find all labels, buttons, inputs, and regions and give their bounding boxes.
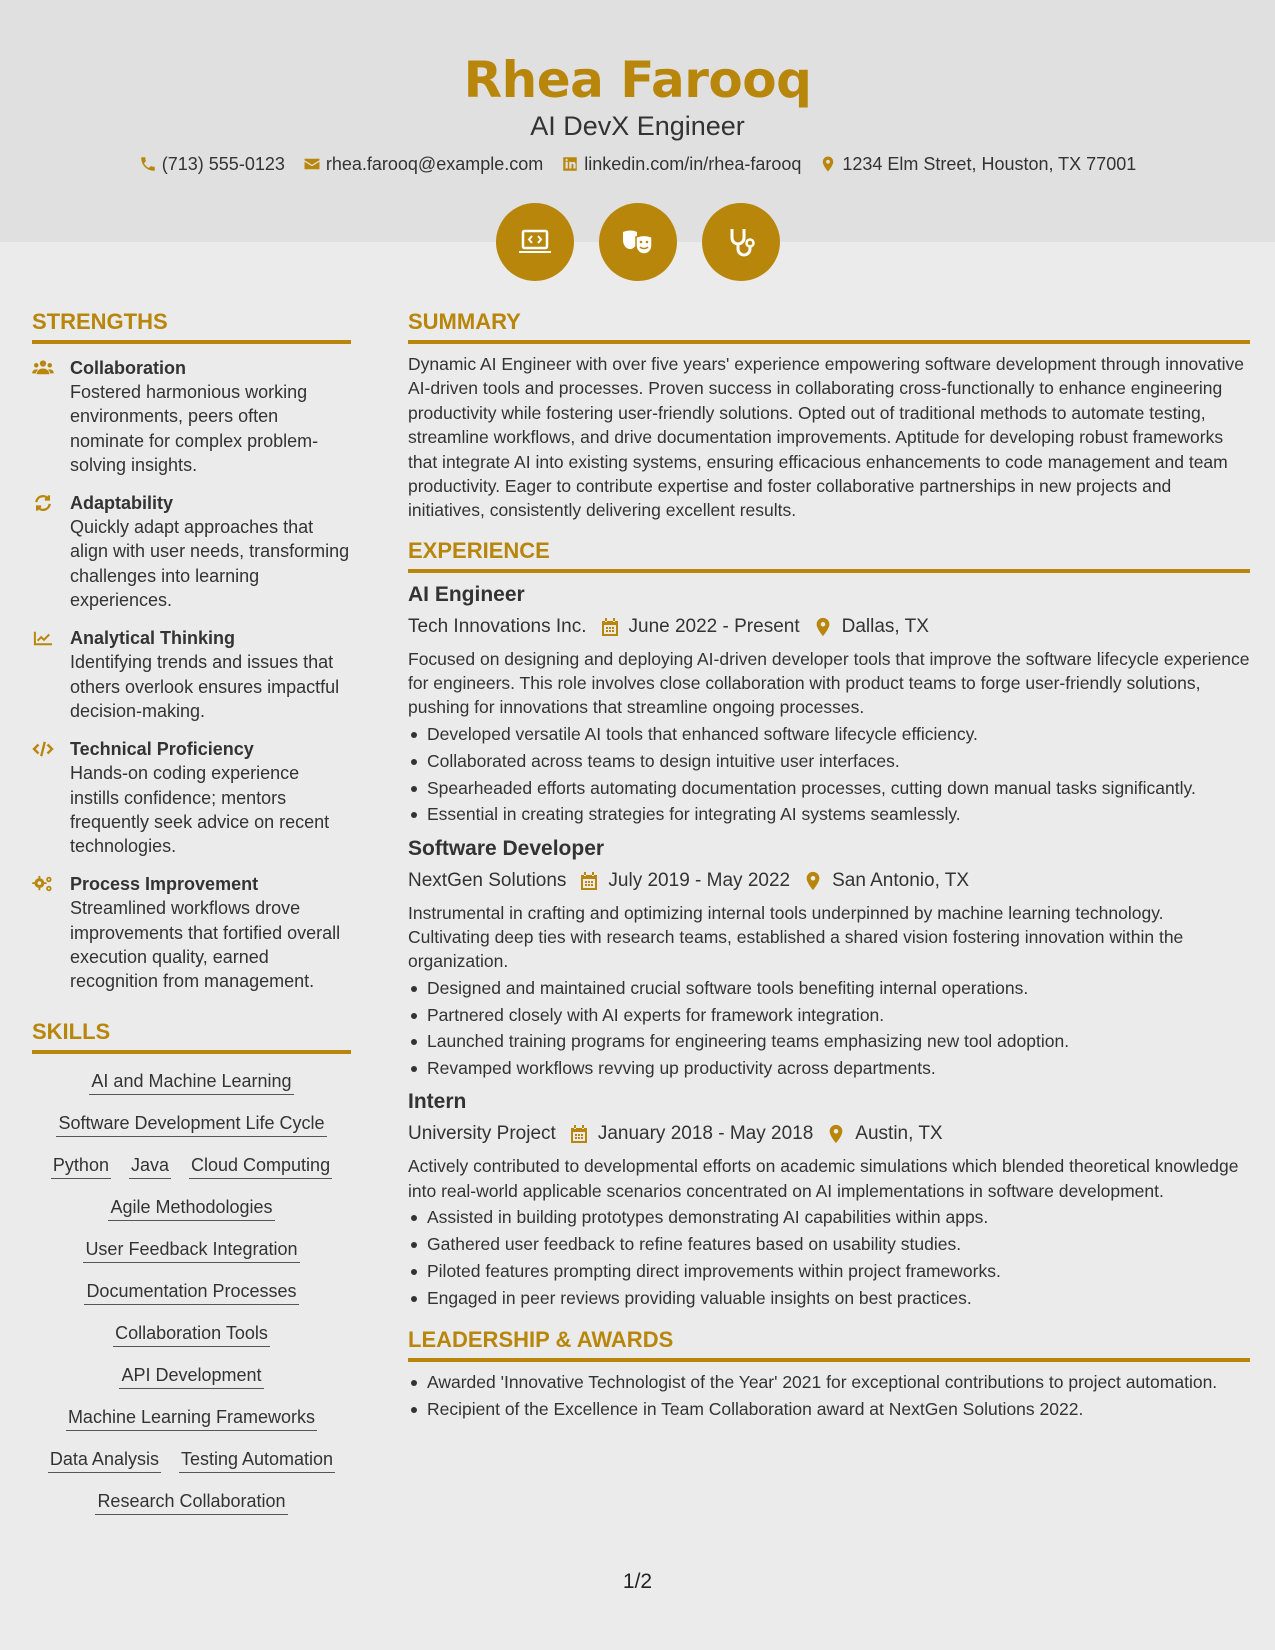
stethoscope-circle xyxy=(702,203,780,281)
theater-masks-circle xyxy=(599,203,677,281)
strength-desc: Identifying trends and issues that others overlook ensures impactful decision-making. xyxy=(70,652,340,721)
job-bullets xyxy=(408,976,1250,1081)
laptop-code-icon xyxy=(515,222,555,262)
award-item: Awarded 'Innovative Technologist of the Year' 2021 for exceptional contributions to project automation. xyxy=(408,1370,1250,1394)
phone-icon xyxy=(139,155,157,173)
skill-row xyxy=(32,1362,351,1389)
summary-text: Dynamic AI Engineer with over five years' experience empowering software development through innovative AI-driven tools and processes. Proven success in collaborating cross-functionally to enhance engineering productivity while fostering user-friendly solutions. Opted out of traditional methods to automate testing, streamline workflows, and drive documentation improvements. Aptitude for developing robust frameworks that integrate AI into existing systems, ensuring efficacious enhancements to code management and team productivity. Eager to contribute expertise and foster collaborative partnerships in new projects and initiatives, consistently delivering excellent results. xyxy=(408,354,1245,521)
job-dates: June 2022 - Present xyxy=(628,615,800,637)
calendar-icon xyxy=(580,871,598,891)
job-bullets xyxy=(408,1205,1250,1310)
job-description: Focused on designing and deploying AI-driven developer tools that improve the software lifecycle experience for engineers. This role involves close collaboration with product teams to forge user-friendly solutions, pushing for innovations that streamline ongoing processes. xyxy=(408,648,1250,718)
job-bullet: Designed and maintained crucial software tools benefiting internal operations. xyxy=(408,976,1250,1000)
calendar-icon xyxy=(601,617,619,637)
job-bullet: Developed versatile AI tools that enhanced software lifecycle efficiency. xyxy=(408,722,1250,746)
chart-line-icon xyxy=(32,626,70,723)
skill-tag: Collaboration Tools xyxy=(113,1320,270,1347)
phone-text: (713) 555-0123 xyxy=(161,154,285,174)
job-entry xyxy=(408,581,1250,827)
skill-row xyxy=(32,1488,351,1515)
map-marker-icon xyxy=(804,871,822,891)
job-dates: July 2019 - May 2022 xyxy=(608,869,791,891)
strength-item xyxy=(32,356,351,477)
envelope-icon xyxy=(303,155,321,173)
job-bullet: Essential in creating strategies for integrating AI systems seamlessly. xyxy=(408,802,1250,826)
calendar-icon xyxy=(570,1124,588,1144)
strength-item xyxy=(32,491,351,612)
left-column xyxy=(32,308,351,1515)
awards-list xyxy=(408,1370,1250,1421)
job-location: San Antonio, TX xyxy=(832,869,970,891)
contact-bar xyxy=(0,152,1275,176)
strength-item xyxy=(32,626,351,723)
job-entry xyxy=(408,1088,1250,1310)
skill-row xyxy=(32,1194,351,1221)
skill-tag: Agile Methodologies xyxy=(108,1194,274,1221)
strength-item xyxy=(32,872,351,993)
strength-name: Adaptability xyxy=(70,493,174,514)
map-marker-icon xyxy=(819,155,837,173)
job-description: Instrumental in crafting and optimizing internal tools underpinned by machine learning technology. Cultivating deep ties with research teams, established a shared vision fostering innovation within the organization. xyxy=(408,902,1184,972)
strength-desc: Fostered harmonious working environments, peers often nominate for complex problem-solving insights. xyxy=(70,382,319,475)
job-company: University Project xyxy=(408,1123,556,1145)
experience-list xyxy=(408,581,1250,1310)
job-meta xyxy=(408,1120,1250,1148)
cogs-icon xyxy=(32,872,70,993)
candidate-name: Rhea Farooq xyxy=(463,51,812,109)
skills-list xyxy=(32,1068,351,1515)
linkedin-icon xyxy=(561,155,579,173)
skill-row xyxy=(32,1152,351,1179)
job-location: Dallas, TX xyxy=(841,615,929,637)
strengths-heading: STRENGTHS xyxy=(32,308,351,344)
job-bullet: Assisted in building prototypes demonstrating AI capabilities within apps. xyxy=(408,1205,1250,1229)
job-bullet: Collaborated across teams to design intuitive user interfaces. xyxy=(408,749,1250,773)
skill-row xyxy=(32,1404,351,1431)
skill-row xyxy=(32,1110,351,1137)
skill-row xyxy=(32,1068,351,1095)
skill-tag: Data Analysis xyxy=(48,1446,161,1473)
job-entry xyxy=(408,835,1250,1081)
job-bullet: Revamped workflows revving up productivity across departments. xyxy=(408,1056,1250,1080)
stethoscope-icon xyxy=(721,222,761,262)
job-bullet: Launched training programs for engineering teams emphasizing new tool adoption. xyxy=(408,1029,1250,1053)
strength-name: Analytical Thinking xyxy=(70,628,236,649)
skill-tag: Research Collaboration xyxy=(95,1488,287,1515)
job-role: AI Engineer xyxy=(408,582,525,606)
strengths-list xyxy=(32,356,351,994)
skill-tag: Cloud Computing xyxy=(189,1152,332,1179)
laptop-code-circle xyxy=(496,203,574,281)
strength-desc: Streamlined workflows drove improvements that fortified overall execution quality, earned recognition from management. xyxy=(70,898,341,992)
address-text: 1234 Elm Street, Houston, TX 77001 xyxy=(842,154,1137,174)
skill-tag: Java xyxy=(129,1152,171,1179)
skill-tag: API Development xyxy=(119,1362,263,1389)
job-role: Software Developer xyxy=(408,836,605,860)
theater-masks-icon xyxy=(618,222,658,262)
strength-name: Technical Proficiency xyxy=(70,739,254,760)
skill-tag: Software Development Life Cycle xyxy=(56,1110,326,1137)
contact-phone[interactable] xyxy=(139,152,285,176)
job-meta xyxy=(408,613,1250,641)
contact-email[interactable] xyxy=(303,152,543,176)
job-dates: January 2018 - May 2018 xyxy=(597,1123,814,1145)
job-bullet: Engaged in peer reviews providing valuable insights on best practices. xyxy=(408,1286,1250,1310)
job-description: Actively contributed to developmental efforts on academic simulations which blended theoretical knowledge into real-world applicable scenarios concentrated on AI implementations in software development. xyxy=(408,1156,1239,1201)
skill-row xyxy=(32,1446,351,1473)
job-bullet: Piloted features prompting direct improvements within project frameworks. xyxy=(408,1259,1250,1283)
strength-desc: Quickly adapt approaches that align with user needs, transforming challenges into learning experiences. xyxy=(70,517,350,611)
skill-row xyxy=(32,1320,351,1347)
skills-heading: SKILLS xyxy=(32,1018,351,1054)
award-item: Recipient of the Excellence in Team Collaboration award at NextGen Solutions 2022. xyxy=(408,1397,1250,1421)
strength-name: Process Improvement xyxy=(70,874,259,895)
skill-row xyxy=(32,1236,351,1263)
skill-row xyxy=(32,1278,351,1305)
skill-tag: User Feedback Integration xyxy=(83,1236,299,1263)
skill-tag: Documentation Processes xyxy=(84,1278,298,1305)
skill-tag: Python xyxy=(51,1152,111,1179)
users-icon xyxy=(32,356,70,477)
job-title: AI DevX Engineer xyxy=(530,111,745,141)
skill-tag: Testing Automation xyxy=(179,1446,335,1473)
job-bullet: Spearheaded efforts automating documentation processes, cutting down manual tasks significantly. xyxy=(408,776,1250,800)
strength-item xyxy=(32,737,351,858)
code-icon xyxy=(32,737,70,858)
contact-linkedin[interactable] xyxy=(561,152,801,176)
interest-icons xyxy=(0,203,1275,281)
job-location: Austin, TX xyxy=(855,1123,943,1145)
right-column xyxy=(408,308,1250,1421)
page-number: 1/2 xyxy=(622,1570,653,1593)
summary-heading: SUMMARY xyxy=(408,308,1250,344)
job-company: NextGen Solutions xyxy=(408,869,567,891)
linkedin-text: linkedin.com/in/rhea-farooq xyxy=(584,154,802,174)
job-bullet: Partnered closely with AI experts for framework integration. xyxy=(408,1003,1250,1027)
job-role: Intern xyxy=(408,1090,467,1114)
email-text: rhea.farooq@example.com xyxy=(325,154,544,174)
map-marker-icon xyxy=(814,617,832,637)
job-company: Tech Innovations Inc. xyxy=(408,615,587,637)
sync-icon xyxy=(32,491,70,612)
strength-desc: Hands-on coding experience instills confidence; mentors frequently seek advice on recent technologies. xyxy=(70,763,330,857)
map-marker-icon xyxy=(827,1124,845,1144)
job-meta xyxy=(408,867,1250,895)
strength-name: Collaboration xyxy=(70,358,186,378)
job-bullets xyxy=(408,722,1250,827)
experience-heading: EXPERIENCE xyxy=(408,537,1250,573)
skill-tag: AI and Machine Learning xyxy=(89,1068,293,1095)
job-bullet: Gathered user feedback to refine features based on usability studies. xyxy=(408,1232,1250,1256)
skill-tag: Machine Learning Frameworks xyxy=(66,1404,317,1431)
awards-heading: LEADERSHIP & AWARDS xyxy=(408,1326,1250,1362)
contact-address xyxy=(819,152,1136,176)
